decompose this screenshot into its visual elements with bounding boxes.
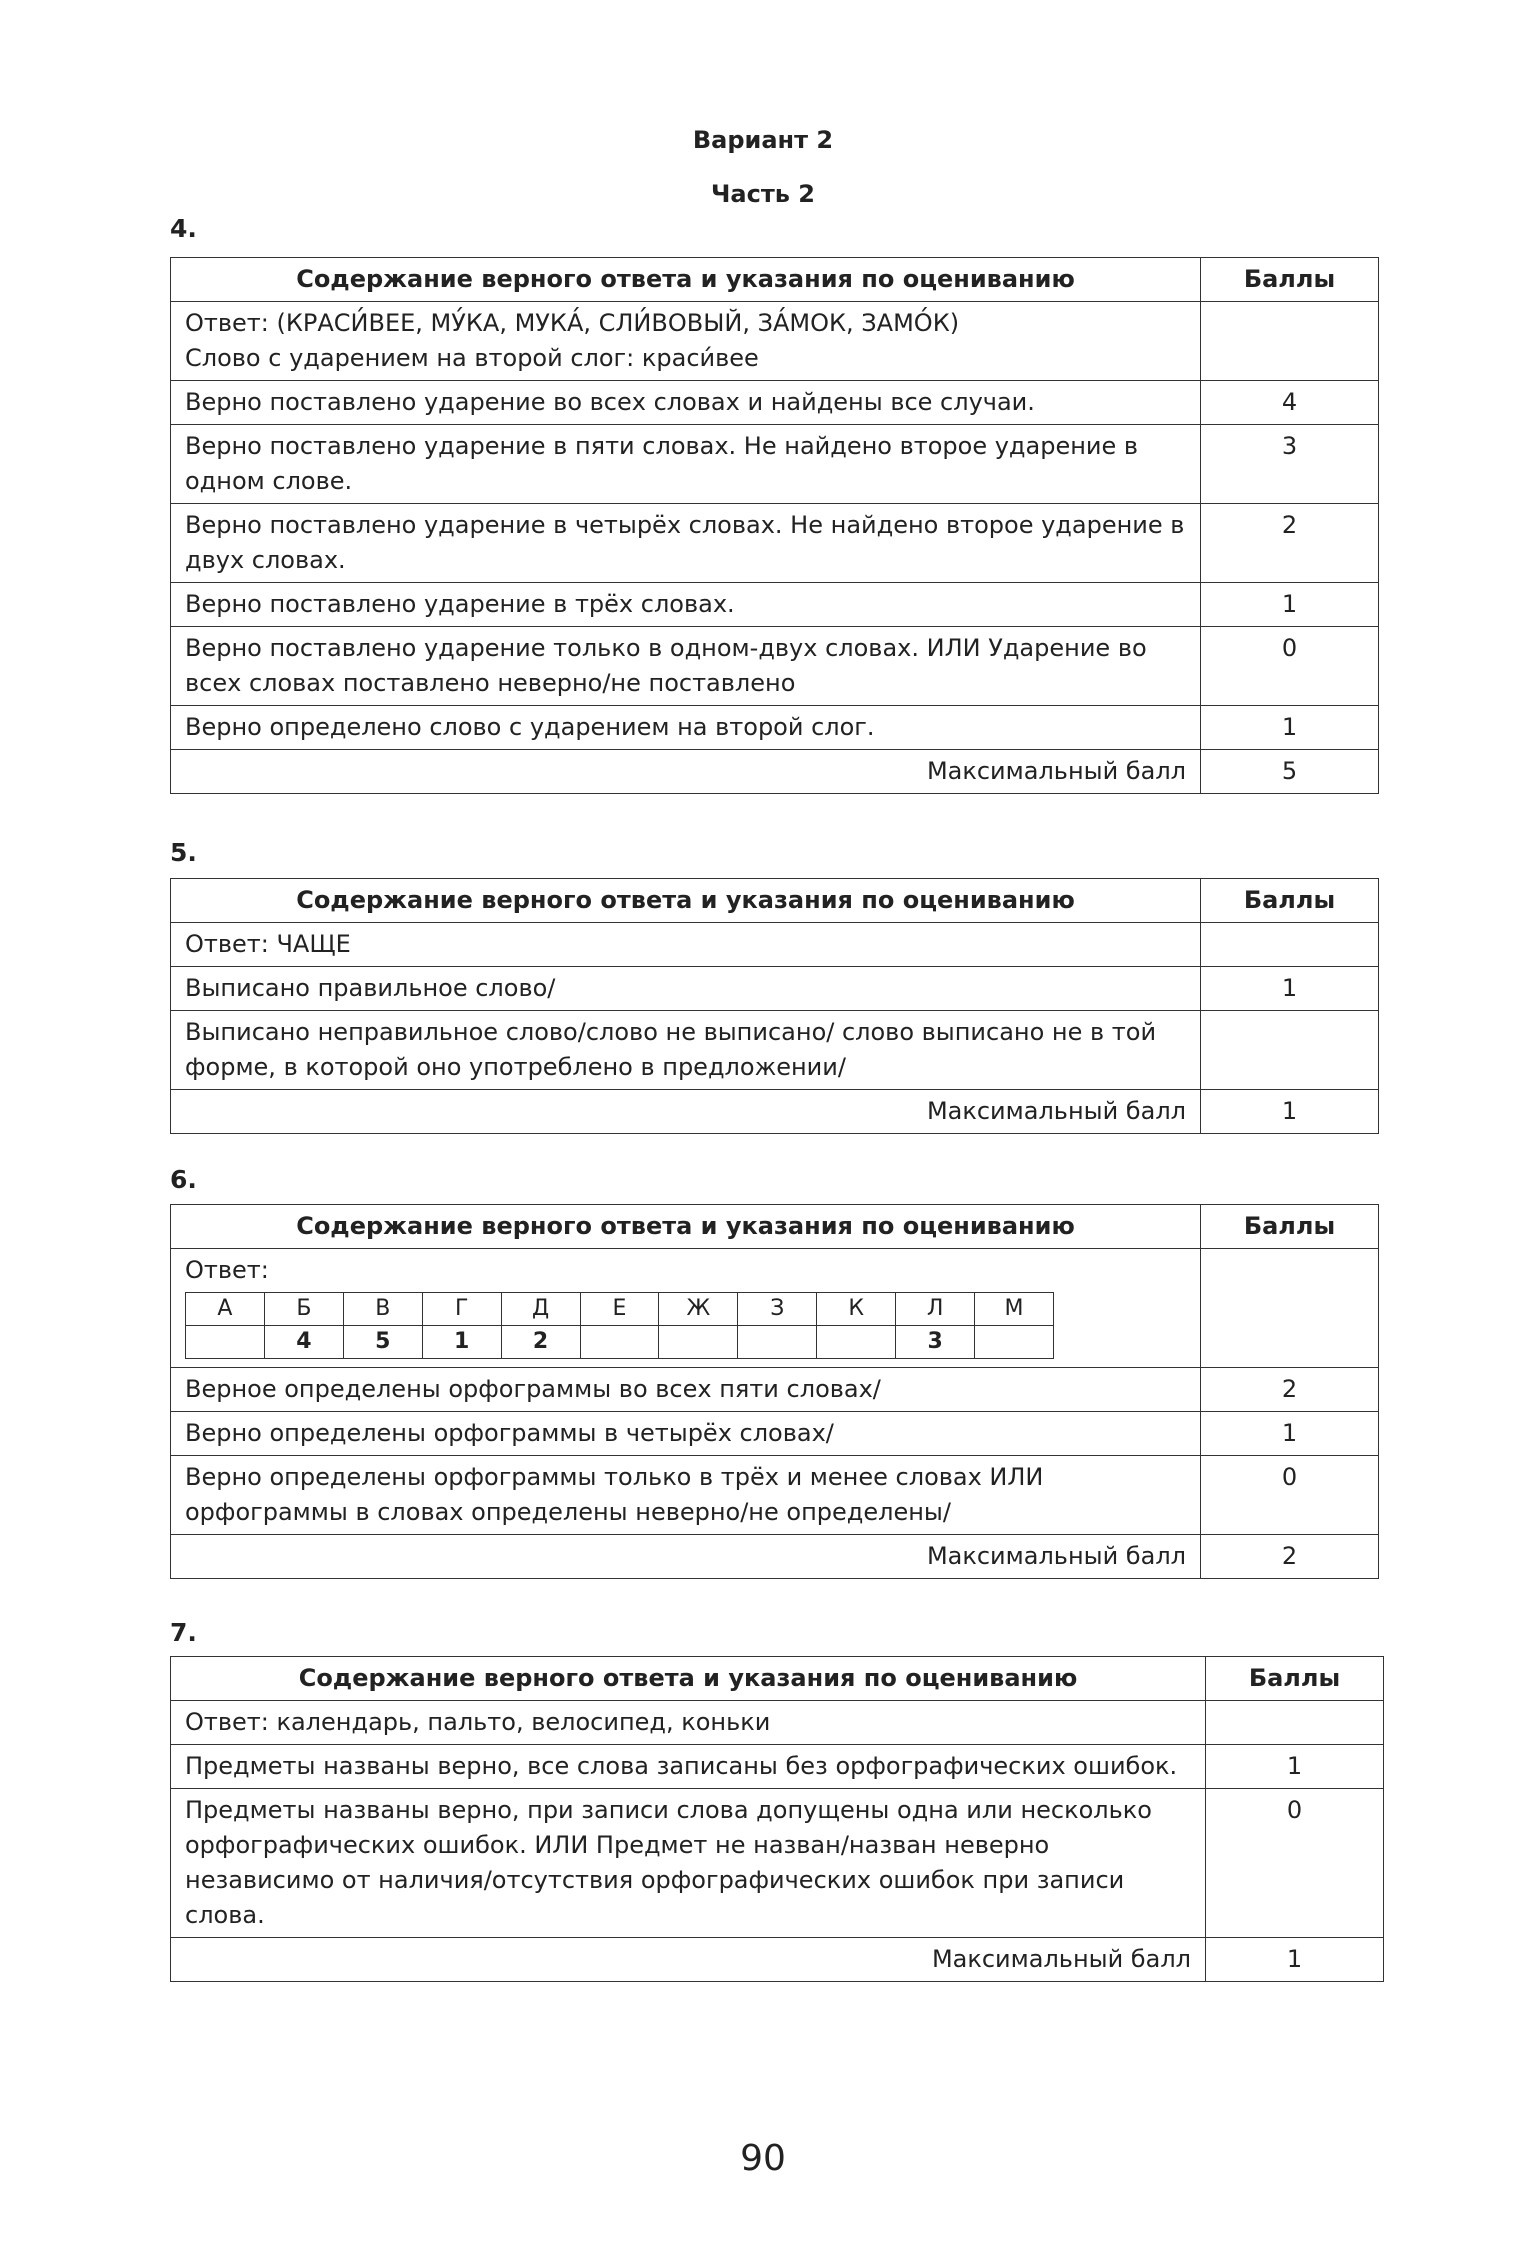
max-row [171, 1090, 1379, 1134]
criterion-text: Верно определены орфограммы в четырёх словах/ [171, 1412, 1201, 1456]
criterion-points: 1 [1206, 1745, 1384, 1789]
max-points: 1 [1201, 1090, 1379, 1134]
criterion-row [171, 1368, 1379, 1412]
letter-cell: Е [580, 1293, 659, 1326]
answer-row [171, 1249, 1379, 1368]
answer-text: Ответ: календарь, пальто, велосипед, коньки [171, 1701, 1206, 1745]
letter-cell: К [817, 1293, 896, 1326]
answer-text: Ответ: [185, 1256, 269, 1284]
criterion-row [171, 583, 1379, 627]
letter-cell: Ж [659, 1293, 738, 1326]
criterion-text: Верно определены орфограммы только в трёх и менее словах ИЛИ орфограммы в словах определены неверно/не определены/ [171, 1456, 1201, 1535]
criterion-text: Верно поставлено ударение только в одном-двух словах. ИЛИ Ударение во всех словах поставлено неверно/не поставлено [171, 627, 1201, 706]
criterion-points: 1 [1201, 583, 1379, 627]
answer-text: Слово с ударением на второй слог: краси́вее [185, 344, 759, 372]
value-cell [975, 1326, 1054, 1359]
letter-cell: В [343, 1293, 422, 1326]
value-cell [738, 1326, 817, 1359]
max-row [171, 750, 1379, 794]
criterion-row [171, 1412, 1379, 1456]
letters-row [186, 1293, 1054, 1326]
content-header: Содержание верного ответа и указания по оцениванию [171, 1205, 1201, 1249]
criterion-row [171, 627, 1379, 706]
max-row [171, 1535, 1379, 1579]
criterion-points: 1 [1201, 706, 1379, 750]
value-cell: 3 [896, 1326, 975, 1359]
criterion-points [1201, 1011, 1379, 1090]
question-6-number: 6. [170, 1165, 197, 1194]
question-4-table [170, 257, 1379, 794]
value-cell [580, 1326, 659, 1359]
answer-letter-table [185, 1292, 1054, 1359]
max-label: Максимальный балл [171, 1535, 1201, 1579]
values-row [186, 1326, 1054, 1359]
letter-cell: М [975, 1293, 1054, 1326]
content-header: Содержание верного ответа и указания по оцениванию [171, 879, 1201, 923]
criterion-text: Верно поставлено ударение во всех словах и найдены все случаи. [171, 381, 1201, 425]
value-cell [186, 1326, 265, 1359]
part-title: Часть 2 [711, 180, 815, 208]
criterion-points: 0 [1206, 1789, 1384, 1938]
criterion-points: 1 [1201, 1412, 1379, 1456]
letter-cell: Г [422, 1293, 501, 1326]
question-7-number: 7. [170, 1618, 197, 1647]
max-points: 5 [1201, 750, 1379, 794]
points-header: Баллы [1201, 879, 1379, 923]
value-cell [817, 1326, 896, 1359]
value-cell: 4 [264, 1326, 343, 1359]
content-header: Содержание верного ответа и указания по оцениванию [171, 1657, 1206, 1701]
points-header: Баллы [1206, 1657, 1384, 1701]
answer-row [171, 923, 1379, 967]
points-header: Баллы [1201, 1205, 1379, 1249]
criterion-points: 2 [1201, 504, 1379, 583]
letter-cell: А [186, 1293, 265, 1326]
criterion-row [171, 1789, 1384, 1938]
criterion-text: Верное определены орфограммы во всех пяти словах/ [171, 1368, 1201, 1412]
value-cell: 5 [343, 1326, 422, 1359]
answer-text: Ответ: (КРАСИ́ВЕЕ, МУ́КА, МУКА́, СЛИ́ВОВЫЙ, ЗА́МОК, ЗАМО́К) [185, 309, 960, 337]
letter-cell: З [738, 1293, 817, 1326]
question-5-table [170, 878, 1379, 1134]
criterion-text: Выписано правильное слово/ [171, 967, 1201, 1011]
max-label: Максимальный балл [171, 750, 1201, 794]
answer-row [171, 302, 1379, 381]
criterion-points: 0 [1201, 627, 1379, 706]
criterion-points: 0 [1201, 1456, 1379, 1535]
answer-row [171, 1701, 1384, 1745]
criterion-text: Предметы названы верно, при записи слова допущены одна или несколько орфографических ошибок. ИЛИ Предмет не назван/назван неверно независимо от наличия/отсутствия орфографических ошибок при записи слова. [171, 1789, 1206, 1938]
points-header: Баллы [1201, 258, 1379, 302]
question-7-table [170, 1656, 1384, 1982]
question-4-number: 4. [170, 214, 197, 243]
max-points: 2 [1201, 1535, 1379, 1579]
letter-cell: Д [501, 1293, 580, 1326]
content-header: Содержание верного ответа и указания по оцениванию [171, 258, 1201, 302]
value-cell [659, 1326, 738, 1359]
criterion-text: Верно поставлено ударение в пяти словах. Не найдено второе ударение в одном слове. [171, 425, 1201, 504]
criterion-text: Верно определено слово с ударением на второй слог. [171, 706, 1201, 750]
page-number: 90 [740, 2138, 786, 2179]
criterion-row [171, 1456, 1379, 1535]
criterion-text: Верно поставлено ударение в четырёх словах. Не найдено второе ударение в двух словах. [171, 504, 1201, 583]
max-points: 1 [1206, 1938, 1384, 1982]
criterion-points: 1 [1201, 967, 1379, 1011]
criterion-text: Выписано неправильное слово/слово не выписано/ слово выписано не в той форме, в которой оно употреблено в предложении/ [171, 1011, 1201, 1090]
variant-title: Вариант 2 [692, 126, 834, 154]
criterion-points: 4 [1201, 381, 1379, 425]
criterion-row [171, 706, 1379, 750]
value-cell: 2 [501, 1326, 580, 1359]
criterion-text: Предметы названы верно, все слова записаны без орфографических ошибок. [171, 1745, 1206, 1789]
letter-cell: Л [896, 1293, 975, 1326]
max-label: Максимальный балл [171, 1090, 1201, 1134]
question-5-number: 5. [170, 838, 197, 867]
criterion-text: Верно поставлено ударение в трёх словах. [171, 583, 1201, 627]
value-cell: 1 [422, 1326, 501, 1359]
criterion-row [171, 1745, 1384, 1789]
criterion-row [171, 381, 1379, 425]
criterion-row [171, 425, 1379, 504]
criterion-row [171, 1011, 1379, 1090]
answer-text: Ответ: ЧАЩЕ [171, 923, 1201, 967]
max-row [171, 1938, 1384, 1982]
criterion-row [171, 967, 1379, 1011]
criterion-points: 3 [1201, 425, 1379, 504]
criterion-row [171, 504, 1379, 583]
criterion-points: 2 [1201, 1368, 1379, 1412]
question-6-table [170, 1204, 1379, 1579]
max-label: Максимальный балл [171, 1938, 1206, 1982]
letter-cell: Б [264, 1293, 343, 1326]
